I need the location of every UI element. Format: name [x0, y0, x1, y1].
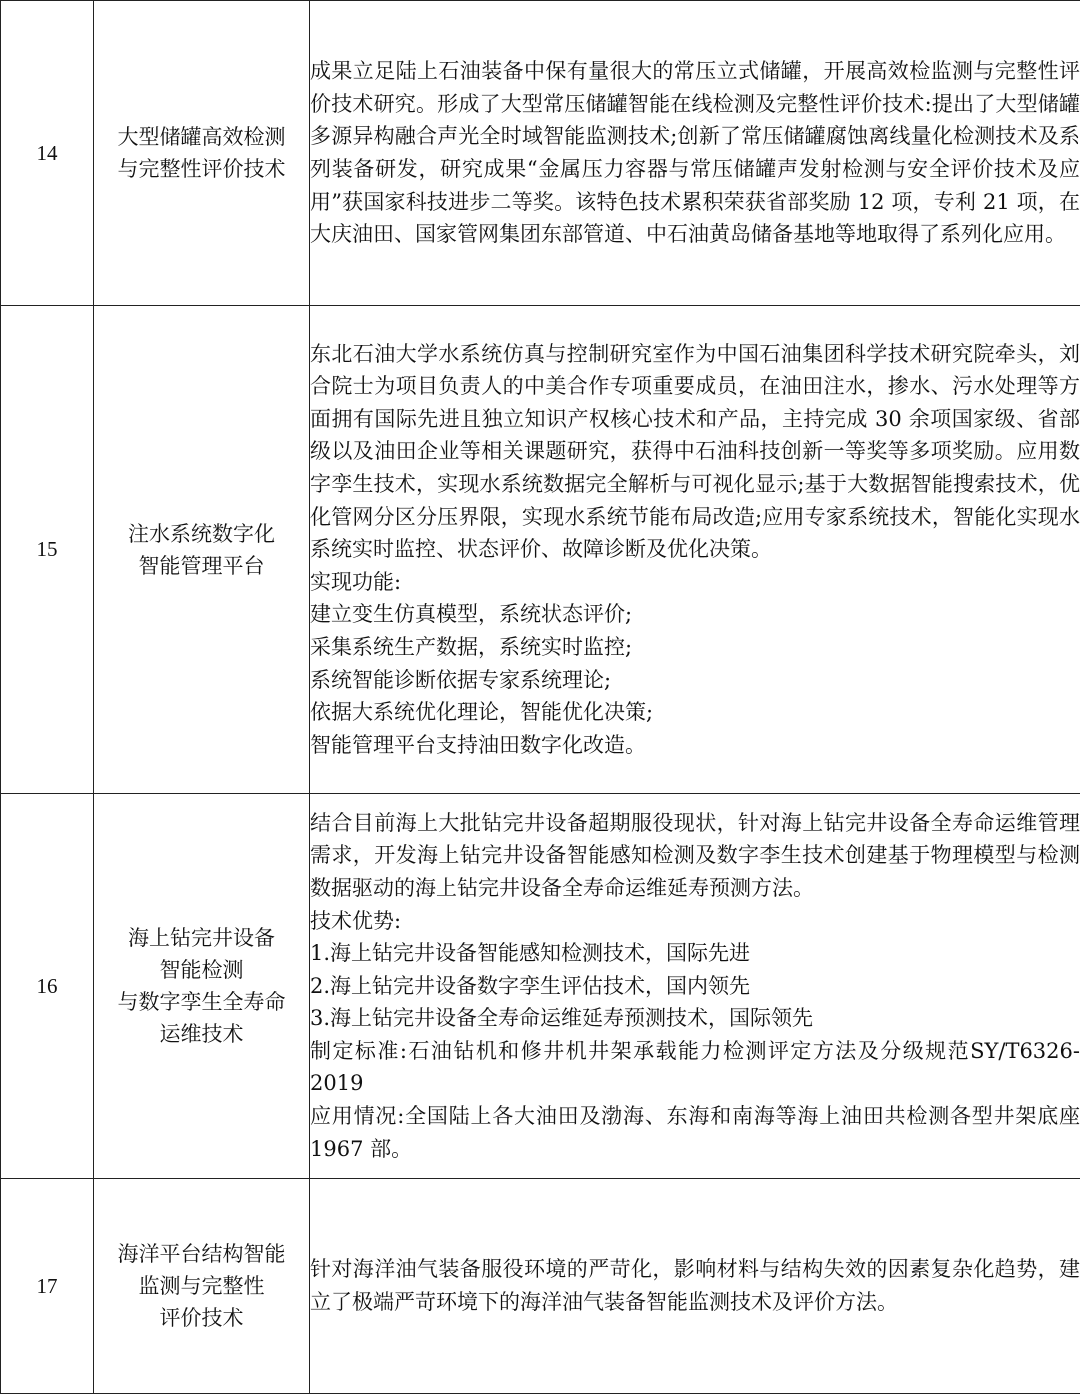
technology-description [310, 306, 1080, 794]
row-number: 16 [1, 794, 94, 1179]
name-line: 监测与完整性 [94, 1270, 309, 1302]
name-line: 大型储罐高效检测 [94, 121, 309, 153]
technology-name [94, 1179, 310, 1394]
description-paragraph: 系统智能诊断依据专家系统理论; [310, 664, 1080, 697]
description-paragraph: 采集系统生产数据，系统实时监控; [310, 631, 1080, 664]
name-line: 海洋平台结构智能 [94, 1238, 309, 1270]
technology-name [94, 794, 310, 1179]
technology-name [94, 1, 310, 306]
description-paragraph: 技术优势: [310, 905, 1080, 938]
name-line: 运维技术 [94, 1018, 309, 1050]
description-paragraph: 智能管理平台支持油田数字化改造。 [310, 729, 1080, 762]
row-number: 17 [1, 1179, 94, 1394]
name-line: 海上钻完井设备 [94, 922, 309, 954]
description-paragraph: 制定标准:石油钻机和修井机井架承载能力检测评定方法及分级规范SY/T6326-2019 [310, 1035, 1080, 1100]
description-paragraph: 成果立足陆上石油装备中保有量很大的常压立式储罐，开展高效检监测与完整性评价技术研究。形成了大型常压储罐智能在线检测及完整性评价技术:提出了大型储罐多源异构融合声光全时域智能监测技术;创新了常压储罐腐蚀离线量化检测技术及系列装备研发，研究成果“金属压力容器与常压储罐声发射检测与安全评价技术及应用”获国家科技进步二等奖。该特色技术累积荣获省部奖励 12 项，专利 21 项，在大庆油田、国家管网集团东部管道、中石油黄岛储备基地等地取得了系列化应用。 [310, 55, 1080, 251]
name-line: 与完整性评价技术 [94, 153, 309, 185]
table-row [1, 1179, 1080, 1394]
name-line: 智能检测 [94, 954, 309, 986]
description-paragraph: 应用情况:全国陆上各大油田及渤海、东海和南海等海上油田共检测各型井架底座 1967 部。 [310, 1100, 1080, 1165]
description-paragraph: 1.海上钻完井设备智能感知检测技术，国际先进 [310, 937, 1080, 970]
row-number: 14 [1, 1, 94, 306]
table-row [1, 794, 1080, 1179]
description-paragraph: 建立变生仿真模型，系统状态评价; [310, 598, 1080, 631]
row-number: 15 [1, 306, 94, 794]
technology-description [310, 1179, 1080, 1394]
table-row [1, 306, 1080, 794]
description-paragraph: 依据大系统优化理论，智能优化决策; [310, 696, 1080, 729]
description-paragraph: 结合目前海上大批钻完井设备超期服役现状，针对海上钻完井设备全寿命运维管理需求，开发海上钻完井设备智能感知检测及数字李生技术创建基于物理模型与检测数据驱动的海上钻完井设备全寿命运维延寿预测方法。 [310, 807, 1080, 905]
name-line: 注水系统数字化 [94, 518, 309, 550]
description-paragraph: 2.海上钻完井设备数字孪生评估技术，国内领先 [310, 970, 1080, 1003]
description-paragraph: 东北石油大学水系统仿真与控制研究室作为中国石油集团科学技术研究院牵头，刘合院士为项目负责人的中美合作专项重要成员，在油田注水，掺水、污水处理等方面拥有国际先进且独立知识产权核心技术和产品，主持完成 30 余项国家级、省部级以及油田企业等相关课题研究，获得中石油科技创新一等奖等多项奖励。应用数字孪生技术，实现水系统数据完全解析与可视化显示;基于大数据智能搜索技术，优化管网分区分压界限，实现水系统节能布局改造;应用专家系统技术，智能化实现水系统实时监控、状态评价、故障诊断及优化决策。 [310, 338, 1080, 566]
name-line: 与数字孪生全寿命 [94, 986, 309, 1018]
technology-description [310, 1, 1080, 306]
description-paragraph: 针对海洋油气装备服役环境的严苛化，影响材料与结构失效的因素复杂化趋势，建立了极端严苛环境下的海洋油气装备智能监测技术及评价方法。 [310, 1253, 1080, 1318]
name-line: 智能管理平台 [94, 550, 309, 582]
table-row [1, 1, 1080, 306]
name-line: 评价技术 [94, 1302, 309, 1334]
technology-name [94, 306, 310, 794]
description-paragraph: 3.海上钻完井设备全寿命运维延寿预测技术，国际领先 [310, 1002, 1080, 1035]
technology-description [310, 794, 1080, 1179]
description-paragraph: 实现功能: [310, 566, 1080, 599]
